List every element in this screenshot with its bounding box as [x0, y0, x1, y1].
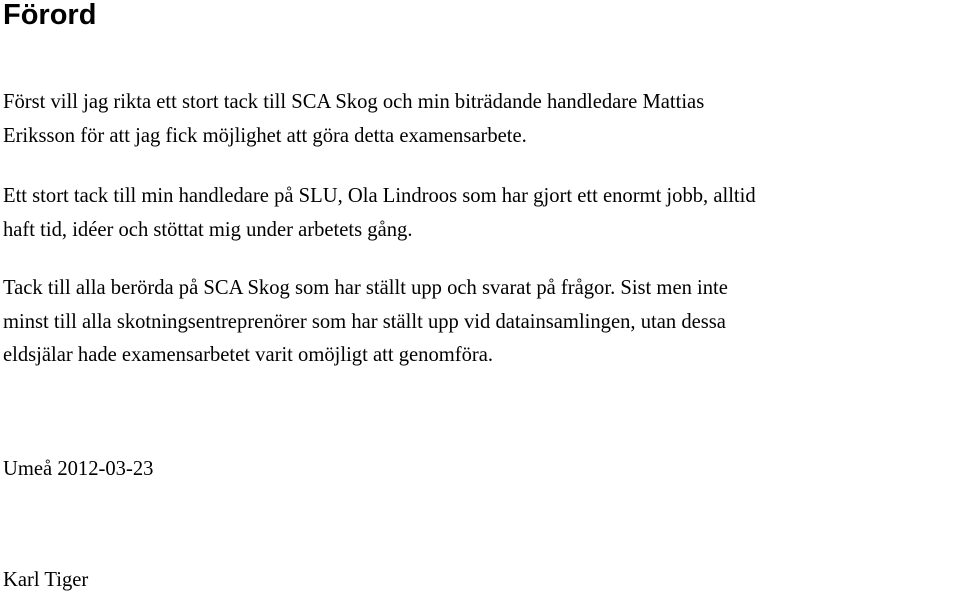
text-line: Först vill jag rikta ett stort tack till SCA Skog och min biträdande handledare Mattias: [3, 91, 705, 113]
paragraph-thanks-contractors: [3, 272, 728, 373]
author-name: [3, 564, 88, 598]
text-line: Tack till alla berörda på SCA Skog som har ställt upp och svarat på frågor. Sist men inte: [3, 277, 728, 299]
author-text: Karl Tiger: [3, 569, 89, 591]
page-title: Förord: [3, 0, 97, 31]
text-line: Eriksson för att jag fick möjlighet att göra detta examensarbete.: [3, 124, 527, 147]
place-date-text: Umeå 2012-03-23: [3, 458, 154, 480]
place-date: [3, 453, 153, 487]
text-line: haft tid, idéer och stöttat mig under arbetets gång.: [3, 218, 413, 241]
text-line: eldsjälar hade examensarbetet varit omöjligt att genomföra.: [3, 344, 494, 366]
text-line: minst till alla skotningsentreprenörer som har ställt upp vid datainsamlingen, utan dessa: [3, 310, 726, 333]
paragraph-thanks-supervisor: [3, 180, 756, 247]
paragraph-thanks-sca: [3, 86, 704, 153]
text-line: Ett stort tack till min handledare på SLU, Ola Lindroos som har gjort ett enormt jobb, alltid: [3, 185, 756, 207]
